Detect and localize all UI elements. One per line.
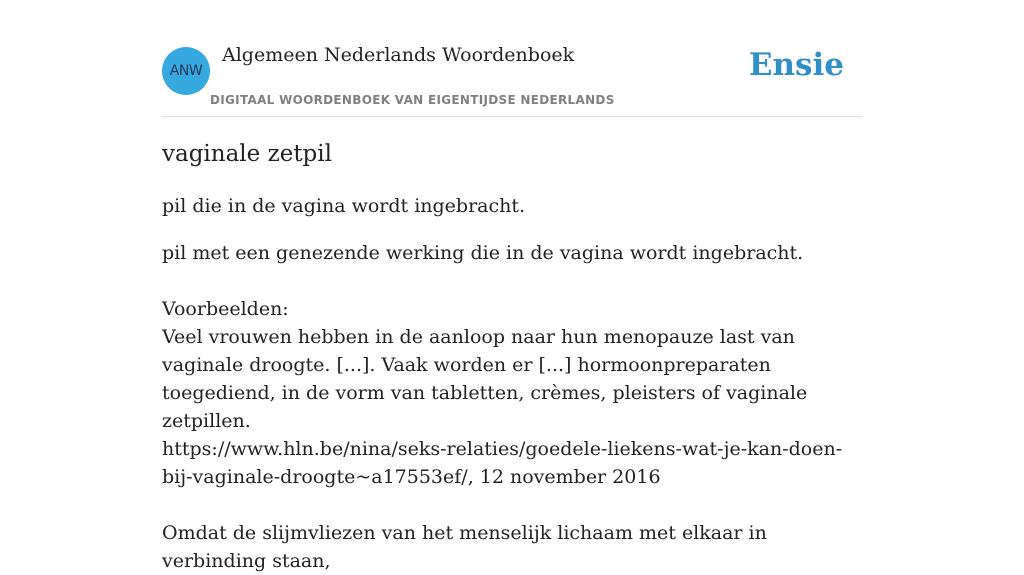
definition-long: pil met een genezende werking die in de vagina wordt ingebracht. xyxy=(162,242,804,264)
site-subtitle: DIGITAAL WOORDENBOEK VAN EIGENTIJDSE NEDERLANDS xyxy=(210,93,615,107)
site-title[interactable]: Algemeen Nederlands Woordenboek xyxy=(222,44,575,66)
example-text: Omdat de slijmvliezen van het menselijk lichaam met elkaar in verbinding staan, xyxy=(162,522,767,572)
definition-short: pil die in de vagina wordt ingebracht. xyxy=(162,195,526,217)
anw-logo[interactable]: ANW xyxy=(162,47,210,95)
examples-section xyxy=(162,295,862,575)
example-text: Veel vrouwen hebben in de aanloop naar hun menopauze last van vaginale droogte. [...]. Vaak worden er [...] hormoonpreparaten toegediend, in de vorm van tabletten, crèmes, pleisters of vaginale zetpillen. xyxy=(162,326,808,432)
ensie-logo[interactable]: Ensie xyxy=(748,47,844,83)
examples-label: Voorbeelden: xyxy=(162,298,289,320)
site-header xyxy=(162,0,862,117)
entry-title: vaginale zetpil xyxy=(162,141,332,167)
example-source: https://www.hln.be/nina/seks-relaties/goedele-liekens-wat-je-kan-doen-bij-vaginale-droogte~a17553ef/, 12 november 2016 xyxy=(162,438,843,488)
entry-content xyxy=(162,138,862,575)
